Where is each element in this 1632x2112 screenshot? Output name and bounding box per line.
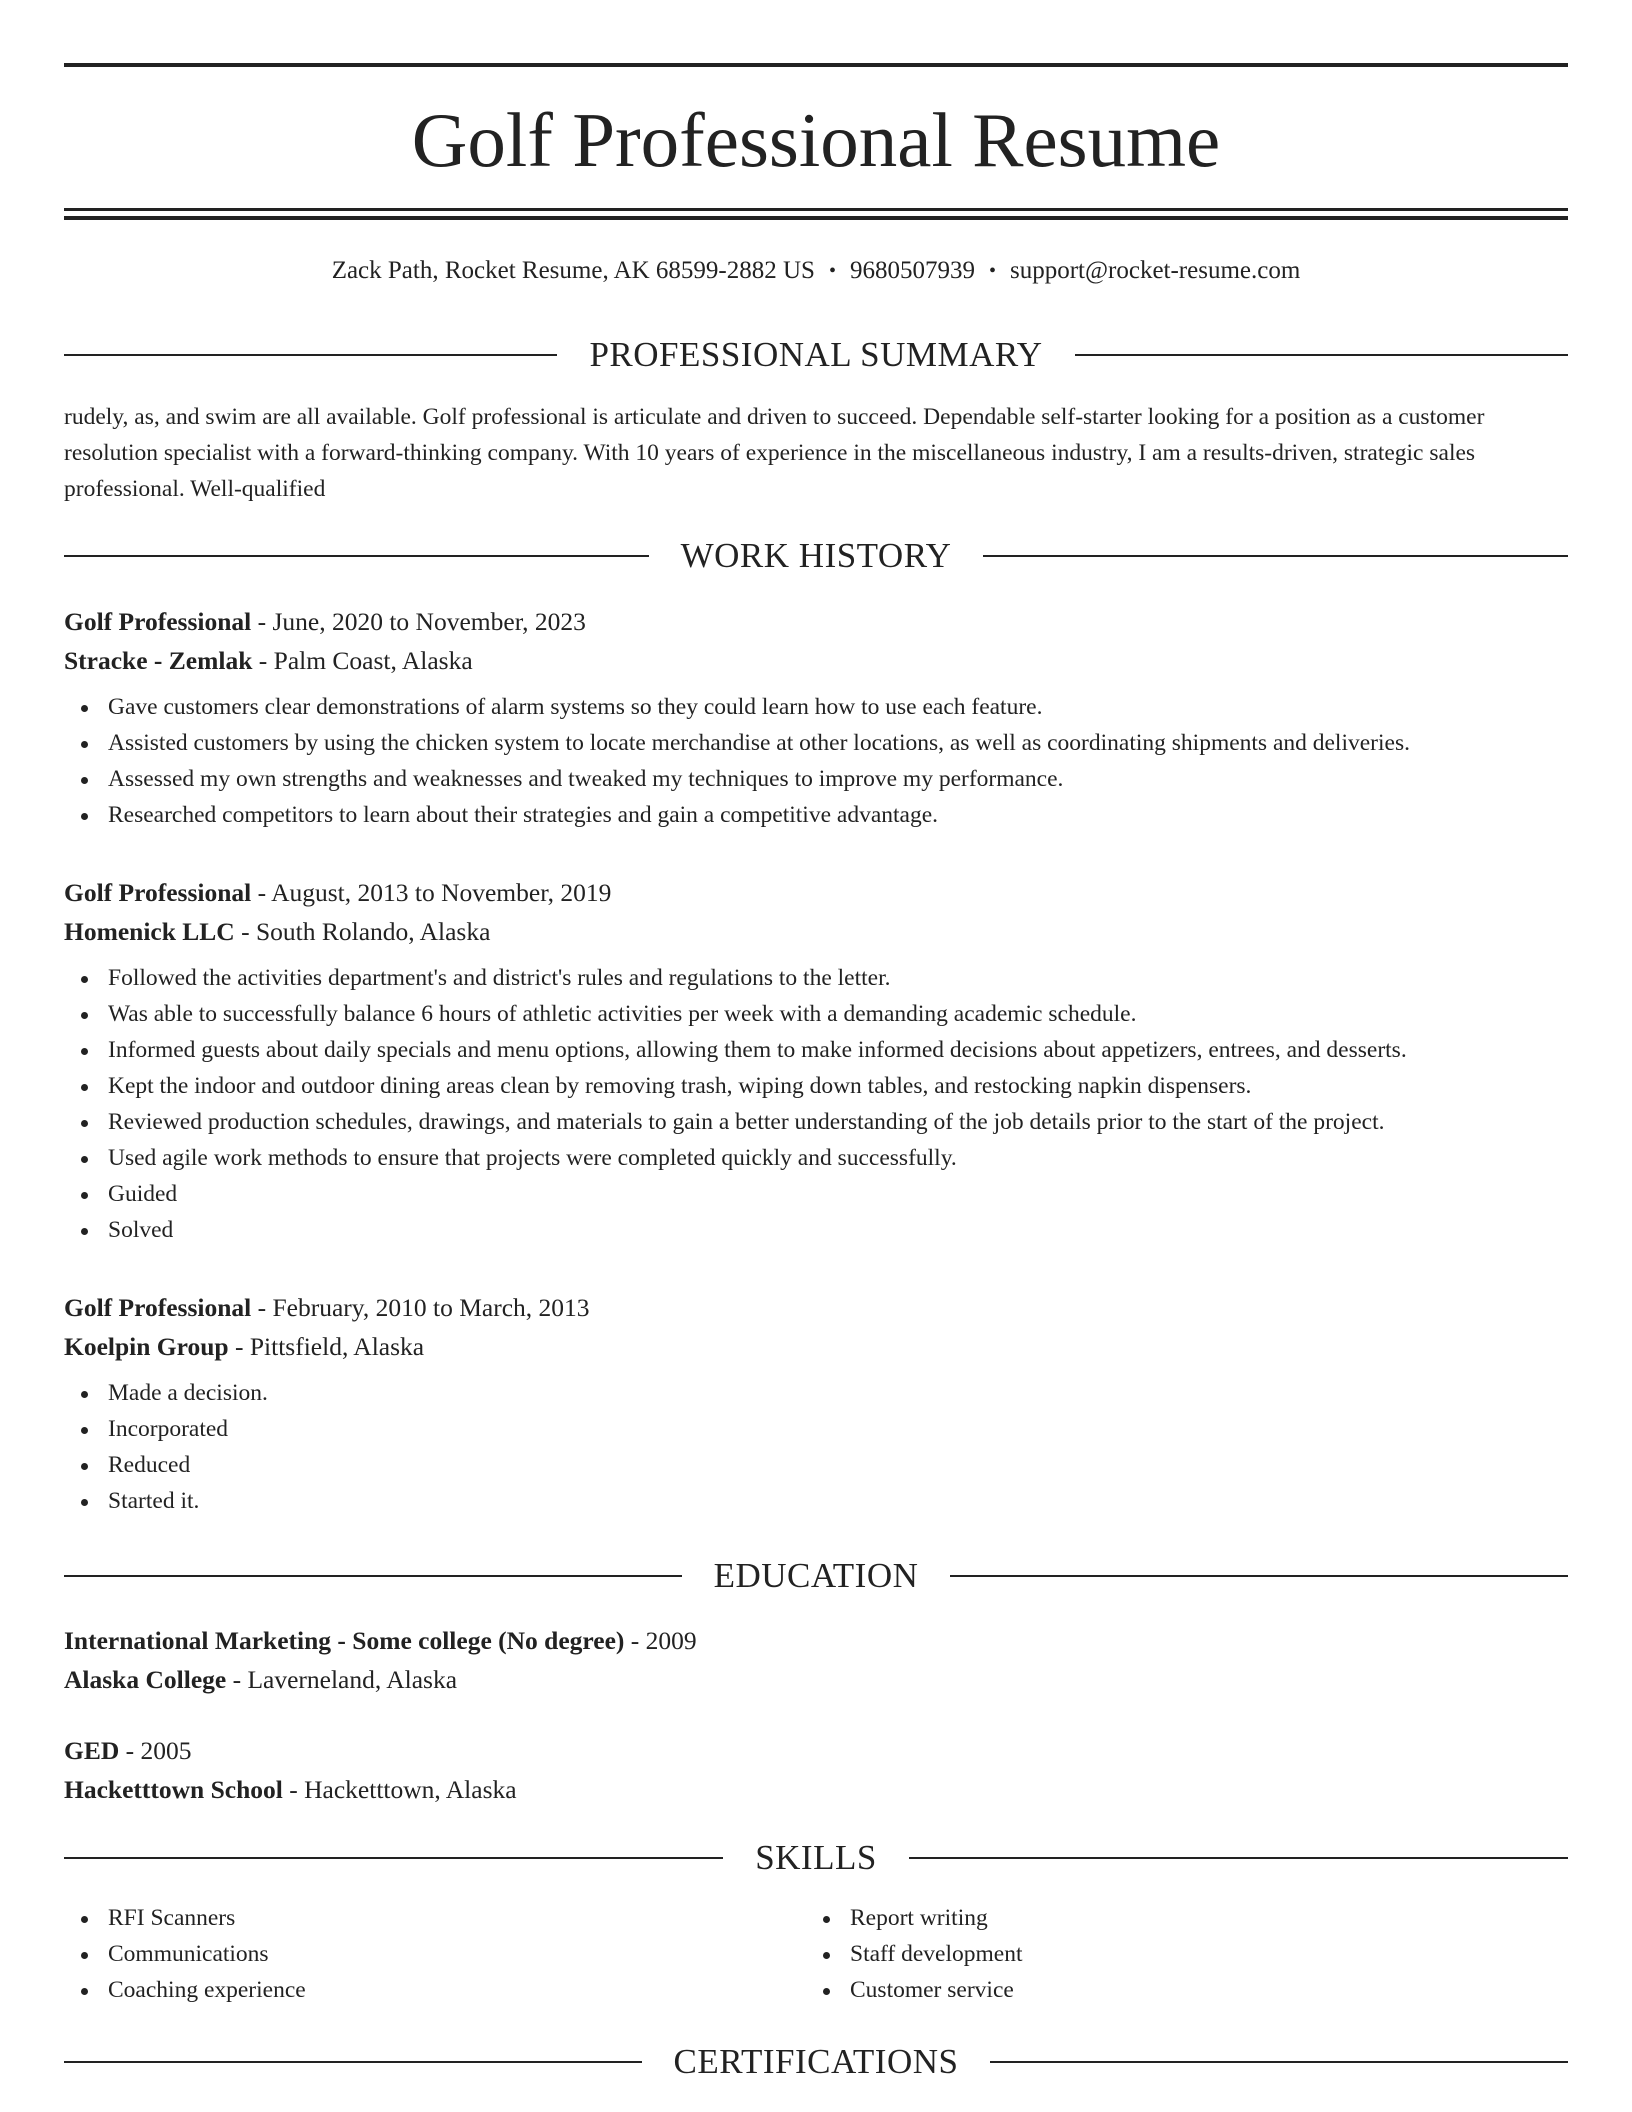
heading-rule-left	[64, 354, 557, 356]
section-heading-certifications	[64, 2040, 1568, 2084]
education-year: - 2005	[119, 1736, 192, 1765]
job-entry	[64, 873, 1568, 1248]
job-company: Stracke - Zemlak	[64, 646, 253, 675]
heading-rule-left	[64, 555, 649, 557]
education-degree-line	[64, 1621, 1568, 1660]
list-item: Assisted customers by using the chicken system to locate merchandise at other locations, as well as coordinating shipments and deliveries.	[64, 725, 1568, 761]
list-item: Was able to successfully balance 6 hours of athletic activities per week with a demanding academic schedule.	[64, 996, 1568, 1032]
page-title: Golf Professional Resume	[411, 97, 1221, 183]
contact-phone: 9680507939	[849, 257, 975, 284]
job-title-line	[64, 873, 1568, 912]
contact-address: Zack Path, Rocket Resume, AK 68599-2882 US	[331, 257, 815, 284]
list-item: Started it.	[64, 1483, 1568, 1519]
skills-column-right	[806, 1900, 1548, 2008]
job-bullets	[64, 1375, 1568, 1519]
list-item: Gave customers clear demonstrations of alarm systems so they could learn how to use each feature.	[64, 689, 1568, 725]
heading-rule-right	[1075, 354, 1568, 356]
education-location: - Hacketttown, Alaska	[282, 1775, 517, 1804]
job-location: - Palm Coast, Alaska	[252, 646, 473, 675]
job-entry	[64, 602, 1568, 833]
job-title: Golf Professional	[64, 607, 252, 636]
education-entry	[64, 1621, 1568, 1699]
job-bullets	[64, 689, 1568, 833]
list-item: Solved	[64, 1212, 1568, 1248]
section-title: WORK HISTORY	[680, 536, 952, 575]
contact-separator: •	[828, 260, 836, 282]
list-item: Kept the indoor and outdoor dining areas clean by removing trash, wiping down tables, and restocking napkin dispensers.	[64, 1068, 1568, 1104]
job-company: Koelpin Group	[64, 1332, 229, 1361]
list-item: Informed guests about daily specials and menu options, allowing them to make informed decisions about appetizers, entrees, and desserts.	[64, 1032, 1568, 1068]
job-dates: - June, 2020 to November, 2023	[251, 607, 586, 636]
list-item: Incorporated	[64, 1411, 1568, 1447]
job-title: Golf Professional	[64, 1293, 252, 1322]
list-item: Staff development	[806, 1936, 1548, 1972]
job-company-line	[64, 641, 1568, 680]
list-item: Made a decision.	[64, 1375, 1568, 1411]
summary-text: rudely, as, and swim are all available. Golf professional is articulate and driven to succeed. Dependable self-starter looking for a position as a customer resolution specialist with a forward-thinking company. With 10 years of experience in the miscellaneous industry, I am a results-driven, strategic sales professional. Well-qualified	[64, 404, 1485, 502]
education-degree-line	[64, 1731, 1568, 1770]
list-item: Communications	[64, 1936, 806, 1972]
job-dates: - February, 2010 to March, 2013	[251, 1293, 590, 1322]
education-year: - 2009	[624, 1626, 697, 1655]
list-item: Customer service	[806, 1972, 1548, 2008]
section-title: CERTIFICATIONS	[673, 2042, 959, 2081]
list-item: Guided	[64, 1176, 1568, 1212]
section-heading-education	[64, 1554, 1568, 1598]
heading-rule-left	[64, 1575, 682, 1577]
list-item: Followed the activities department's and district's rules and regulations to the letter.	[64, 960, 1568, 996]
education-school: Hacketttown School	[64, 1775, 283, 1804]
heading-rule-right	[909, 1857, 1568, 1859]
section-title: SKILLS	[755, 1838, 877, 1877]
job-entry	[64, 1288, 1568, 1519]
top-rule	[64, 63, 1568, 67]
job-location: - Pittsfield, Alaska	[228, 1332, 425, 1361]
heading-rule-left	[64, 1857, 723, 1859]
list-item: RFI Scanners	[64, 1900, 806, 1936]
section-heading-skills	[64, 1836, 1568, 1880]
heading-rule-right	[990, 2061, 1568, 2063]
education-school-line	[64, 1660, 1568, 1699]
job-dates: - August, 2013 to November, 2019	[251, 878, 612, 907]
job-location: - South Rolando, Alaska	[234, 917, 491, 946]
title-rule-upper	[64, 208, 1568, 211]
job-bullets	[64, 960, 1568, 1248]
job-company: Homenick LLC	[64, 917, 235, 946]
list-item: Used agile work methods to ensure that projects were completed quickly and successfully.	[64, 1140, 1568, 1176]
list-item: Assessed my own strengths and weaknesses and tweaked my techniques to improve my performance.	[64, 761, 1568, 797]
education-degree: GED	[64, 1736, 120, 1765]
contact-line	[64, 254, 1568, 288]
education-degree: International Marketing - Some college (No degree)	[64, 1626, 625, 1655]
list-item: Report writing	[806, 1900, 1548, 1936]
heading-rule-right	[950, 1575, 1568, 1577]
title-rule-lower	[64, 216, 1568, 220]
heading-rule-right	[983, 555, 1568, 557]
skills-list	[64, 1900, 1568, 2008]
education-location: - Laverneland, Alaska	[226, 1665, 458, 1694]
job-company-line	[64, 1327, 1568, 1366]
job-company-line	[64, 912, 1568, 951]
list-item: Reviewed production schedules, drawings, and materials to gain a better understanding of the job details prior to the start of the project.	[64, 1104, 1568, 1140]
heading-rule-left	[64, 2061, 642, 2063]
contact-email: support@rocket-resume.com	[1010, 257, 1301, 284]
list-item: Researched competitors to learn about their strategies and gain a competitive advantage.	[64, 797, 1568, 833]
contact-separator: •	[988, 260, 996, 282]
list-item: Reduced	[64, 1447, 1568, 1483]
education-entry	[64, 1731, 1568, 1809]
section-title: PROFESSIONAL SUMMARY	[589, 335, 1043, 374]
job-title: Golf Professional	[64, 878, 252, 907]
section-heading-summary	[64, 333, 1568, 377]
job-title-line	[64, 1288, 1568, 1327]
skills-column-left	[64, 1900, 806, 2008]
education-school-line	[64, 1770, 1568, 1809]
list-item: Coaching experience	[64, 1972, 806, 2008]
section-title: EDUCATION	[713, 1556, 919, 1595]
education-school: Alaska College	[64, 1665, 227, 1694]
job-title-line	[64, 602, 1568, 641]
section-heading-work-history	[64, 534, 1568, 578]
